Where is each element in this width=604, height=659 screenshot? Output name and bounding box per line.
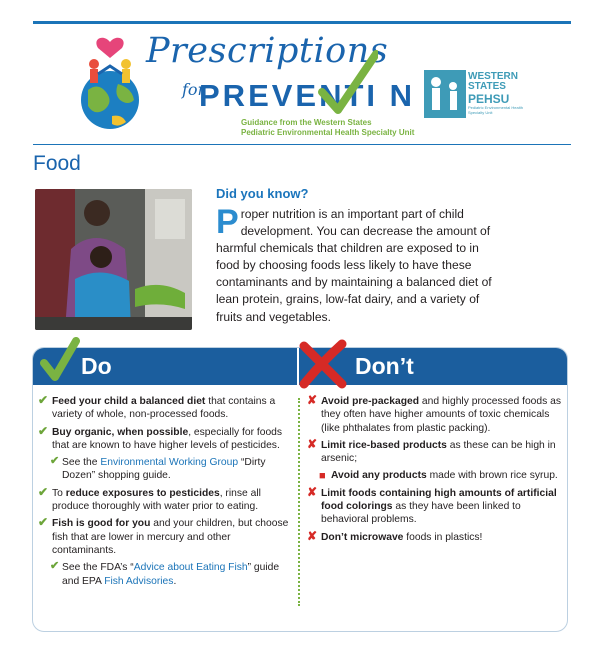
brand-prescriptions: Prescriptions	[146, 31, 389, 71]
top-rule	[33, 21, 571, 24]
cross-icon: ✘	[307, 484, 318, 499]
pehsu-full-name: Pediatric Environmental Health Specialty Unit	[468, 105, 523, 115]
did-you-know-body	[216, 203, 501, 326]
dont-item: ✘ Avoid pre-packaged and highly processed foods as they often have higher amounts of toxic chemicals (like phthalates from plastic packing).	[307, 393, 562, 434]
ewg-link[interactable]: Environmental Working Group	[100, 457, 239, 469]
dont-cross-icon	[296, 338, 350, 390]
check-icon: ✔	[38, 423, 49, 438]
fda-fish-link[interactable]: Advice about Eating Fish	[133, 562, 248, 574]
brand-for: for	[182, 80, 206, 99]
dont-subitem: ■ Avoid any products made with brown rice syrup.	[319, 470, 558, 483]
do-list	[38, 395, 296, 592]
pehsu-logo-icon	[424, 70, 466, 118]
checkmark-logo-icon	[318, 50, 378, 116]
do-item: ✔ Buy organic, when possible, especially for foods that are known to have higher levels of pesticides.	[38, 423, 283, 451]
cross-icon: ✘	[307, 528, 318, 543]
did-you-know-heading: Did you know?	[216, 186, 309, 201]
epa-fish-advisories-link[interactable]: Fish Advisories	[104, 575, 174, 587]
page-title: Food	[33, 152, 81, 175]
do-subitem: ✔ See the Environmental Working Group “Dirty Dozen” shopping guide.	[50, 455, 266, 482]
pehsu-western: WESTERN	[468, 71, 518, 82]
dont-title: Don’t	[355, 353, 414, 379]
dont-list	[307, 395, 563, 548]
do-item: ✔ To reduce exposures to pesticides, rinse all produce thoroughly with water prior to eating.	[38, 484, 261, 513]
drop-cap: P	[216, 203, 239, 241]
do-check-icon	[40, 337, 80, 385]
cross-icon: ✘	[307, 393, 318, 407]
do-subitem: ✔ See the FDA’s “Advice about Eating Fish” guide and EPA Fish Advisories.	[50, 560, 280, 587]
do-item: ✔ Feed your child a balanced diet that contains a variety of whole, non-processed foods.	[38, 393, 276, 421]
brand-prevention: PREVENTI N	[199, 78, 416, 113]
check-icon: ✔	[38, 484, 49, 499]
pehsu-states: STATES	[468, 81, 506, 92]
pehsu-name: PEHSU	[468, 92, 510, 106]
check-icon: ✔	[38, 515, 49, 530]
check-icon: ✔	[38, 393, 49, 407]
did-you-know-text: roper nutrition is an important part of child development. You can decrease the amount of harmful chemicals that children are exposed to in food by choosing foods less likely to have these contaminants and by maintaining a balanced diet of lean protein, grains, low-fat dairy, and a variety of fruits and vegetables.	[216, 207, 492, 324]
cross-icon: ✘	[307, 436, 318, 451]
check-icon: ✔	[50, 455, 60, 468]
check-icon: ✔	[50, 560, 60, 573]
globe-logo	[74, 36, 146, 132]
brand-subtitle-1: Guidance from the Western States	[241, 118, 372, 127]
dont-item: ✘ Limit foods containing high amounts of artificial food colorings as they have been linked to behavioral problems.	[307, 484, 557, 526]
dont-item: ✘ Limit rice-based products as these can be high in arsenic;	[307, 436, 556, 465]
brand-subtitle-2: Pediatric Environmental Health Specialty Unit	[241, 128, 415, 137]
square-bullet-icon: ■	[319, 470, 326, 483]
dont-item: ✘ Don’t microwave foods in plastics!	[307, 528, 483, 543]
header-rule	[33, 144, 571, 145]
do-item: ✔ Fish is good for you and your children, but choose fish that are lower in mercury and other contaminants.	[38, 515, 289, 556]
column-divider	[298, 398, 300, 606]
photo-cooking	[35, 189, 192, 330]
do-title: Do	[81, 353, 112, 379]
